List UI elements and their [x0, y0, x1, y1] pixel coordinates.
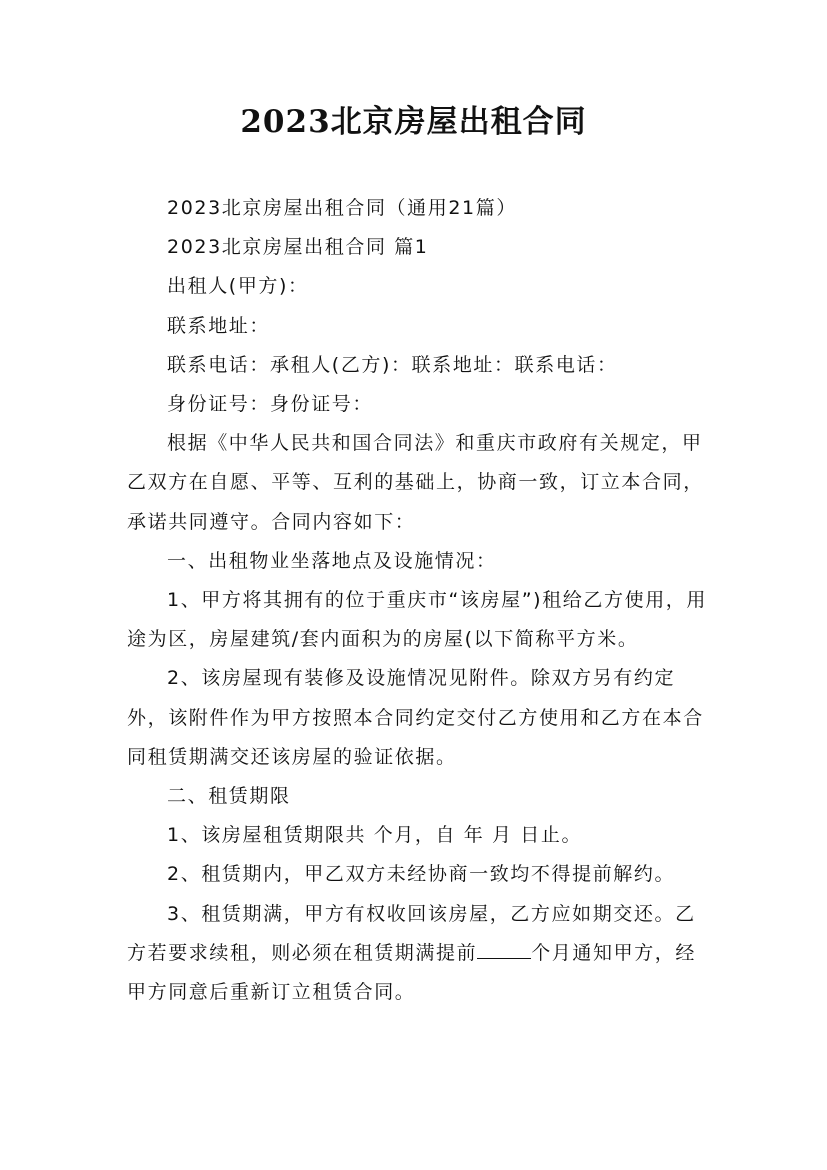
paragraph-clause-1-2: 2、该房屋现有装修及设施情况见附件。除双方另有约定外，该附件作为甲方按照本合同约定交付乙方使用和乙方在本合同租赁期满交还该房屋的验证依据。 [127, 667, 704, 768]
paragraph-clause-2-1: 1、该房屋租赁期限共 个月，自 年 月 日止。 [167, 824, 583, 847]
paragraph-contact-address: 联系地址： [167, 314, 271, 337]
paragraph-clause-2-2: 2、租赁期内，甲乙双方未经协商一致均不得提前解约。 [167, 863, 676, 886]
document-title: 2023北京房屋出租合同 [240, 104, 587, 140]
paragraph-section-heading: 2023北京房屋出租合同 篇1 [167, 236, 429, 259]
paragraph-section-1-heading: 一、出租物业坐落地点及设施情况： [167, 549, 497, 572]
clause-2-3-text-a: 3、租赁期满，甲方有权收回该房屋，乙方应如期交还。乙方若要求续租，则必须在租赁期满提前 [127, 902, 696, 964]
paragraph-clause-1-1: 1、甲方将其拥有的位于重庆市“该房屋”)租给乙方使用，用途为区，房屋建筑/套内面积为的房屋(以下简称平方米。 [127, 589, 707, 651]
paragraph-section-2-heading: 二、租赁期限 [167, 785, 291, 808]
paragraph-contact-phone: 联系电话：承租人(乙方)：联系地址：联系电话： [167, 353, 618, 376]
document-body [127, 189, 709, 1012]
paragraph-lessor: 出租人(甲方)： [167, 275, 309, 298]
fill-in-blank [477, 940, 531, 959]
clause-2-3-text-b: 个月通知甲方，经甲方同意后重新订立租赁合同。 [127, 941, 697, 1004]
paragraph-preamble: 根据《中华人民共和国合同法》和重庆市政府有关规定，甲乙双方在自愿、平等、互利的基础上，协商一致，订立本合同，承诺共同遵守。合同内容如下： [127, 432, 704, 533]
paragraph-clause-2-3 [127, 895, 709, 1013]
paragraph-subtitle: 2023北京房屋出租合同（通用21篇） [167, 197, 517, 219]
paragraph-id-number: 身份证号：身份证号： [167, 393, 374, 416]
